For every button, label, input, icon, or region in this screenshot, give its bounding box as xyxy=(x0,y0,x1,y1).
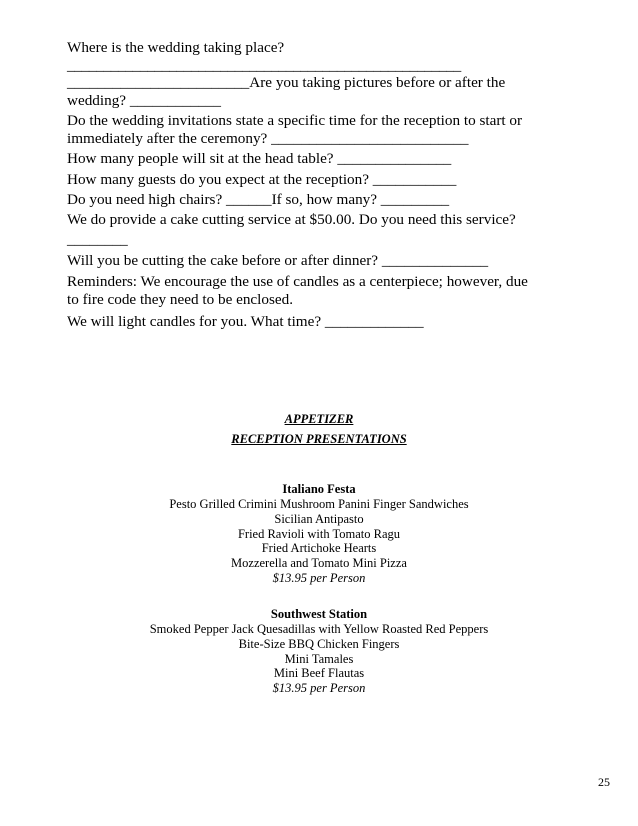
reminder-candles: Reminders: We encourage the use of candles as a centerpiece; however, due xyxy=(67,273,528,290)
heading-reception-text: RECEPTION PRESENTATIONS xyxy=(231,432,407,446)
menu-price: $13.95 per Person xyxy=(272,681,366,696)
question-candle-time: We will light candles for you. What time? _____________ xyxy=(67,313,424,330)
page-number: 25 xyxy=(598,775,610,789)
menu-item: Smoked Pepper Jack Quesadillas with Yellow Roasted Red Peppers xyxy=(149,622,489,636)
menu-item: Mini Beef Flautas xyxy=(273,666,365,681)
question-high-chairs: Do you need high chairs? ______If so, how many? _________ xyxy=(67,191,450,208)
question-cake-service: We do provide a cake cutting service at $50.00. Do you need this service? xyxy=(67,211,516,228)
question-pictures xyxy=(67,73,573,93)
menu-item: Sicilian Antipasto xyxy=(274,511,364,526)
question-invitation-time: Do the wedding invitations state a specific time for the reception to start or xyxy=(67,112,523,129)
question-wedding-location: Where is the wedding taking place? xyxy=(67,39,285,56)
menu-section-italiano xyxy=(0,481,638,586)
answer-line: ______________________________________________________ xyxy=(67,57,461,74)
menu-item: Fried Ravioli with Tomato Ragu xyxy=(237,526,401,541)
menu-item: Fried Artichoke Hearts xyxy=(261,541,377,556)
heading-reception xyxy=(0,428,638,448)
answer-line: ________ xyxy=(67,231,128,248)
heading-appetizer xyxy=(0,408,638,428)
question-guest-count: How many guests do you expect at the reception? ___________ xyxy=(67,171,457,188)
menu-item: Mozzerella and Tomato Mini Pizza xyxy=(231,556,407,571)
menu-item: Pesto Grilled Crimini Mushroom Panini Finger Sandwiches xyxy=(169,497,469,511)
reminder-candles-continued: to fire code they need to be enclosed. xyxy=(67,291,294,308)
question-cake-timing: Will you be cutting the cake before or after dinner? ______________ xyxy=(67,252,489,269)
question-pictures-continued: wedding? ____________ xyxy=(67,92,221,109)
menu-item: Mini Tamales xyxy=(284,651,354,666)
menu-item: Bite-Size BBQ Chicken Fingers xyxy=(238,636,400,651)
heading-appetizer-text: APPETIZER xyxy=(284,412,354,426)
question-head-table: How many people will sit at the head table? _______________ xyxy=(67,150,452,167)
menu-section-southwest xyxy=(0,606,638,696)
question-pictures-text: Are you taking pictures before or after the xyxy=(249,74,506,91)
answer-line: ________________________ xyxy=(67,74,250,91)
menu-section-title: Southwest Station xyxy=(270,607,368,621)
question-invitation-time-continued: immediately after the ceremony? __________________________ xyxy=(67,130,469,147)
menu-price: $13.95 per Person xyxy=(272,570,366,585)
menu-section-title: Italiano Festa xyxy=(282,482,356,496)
